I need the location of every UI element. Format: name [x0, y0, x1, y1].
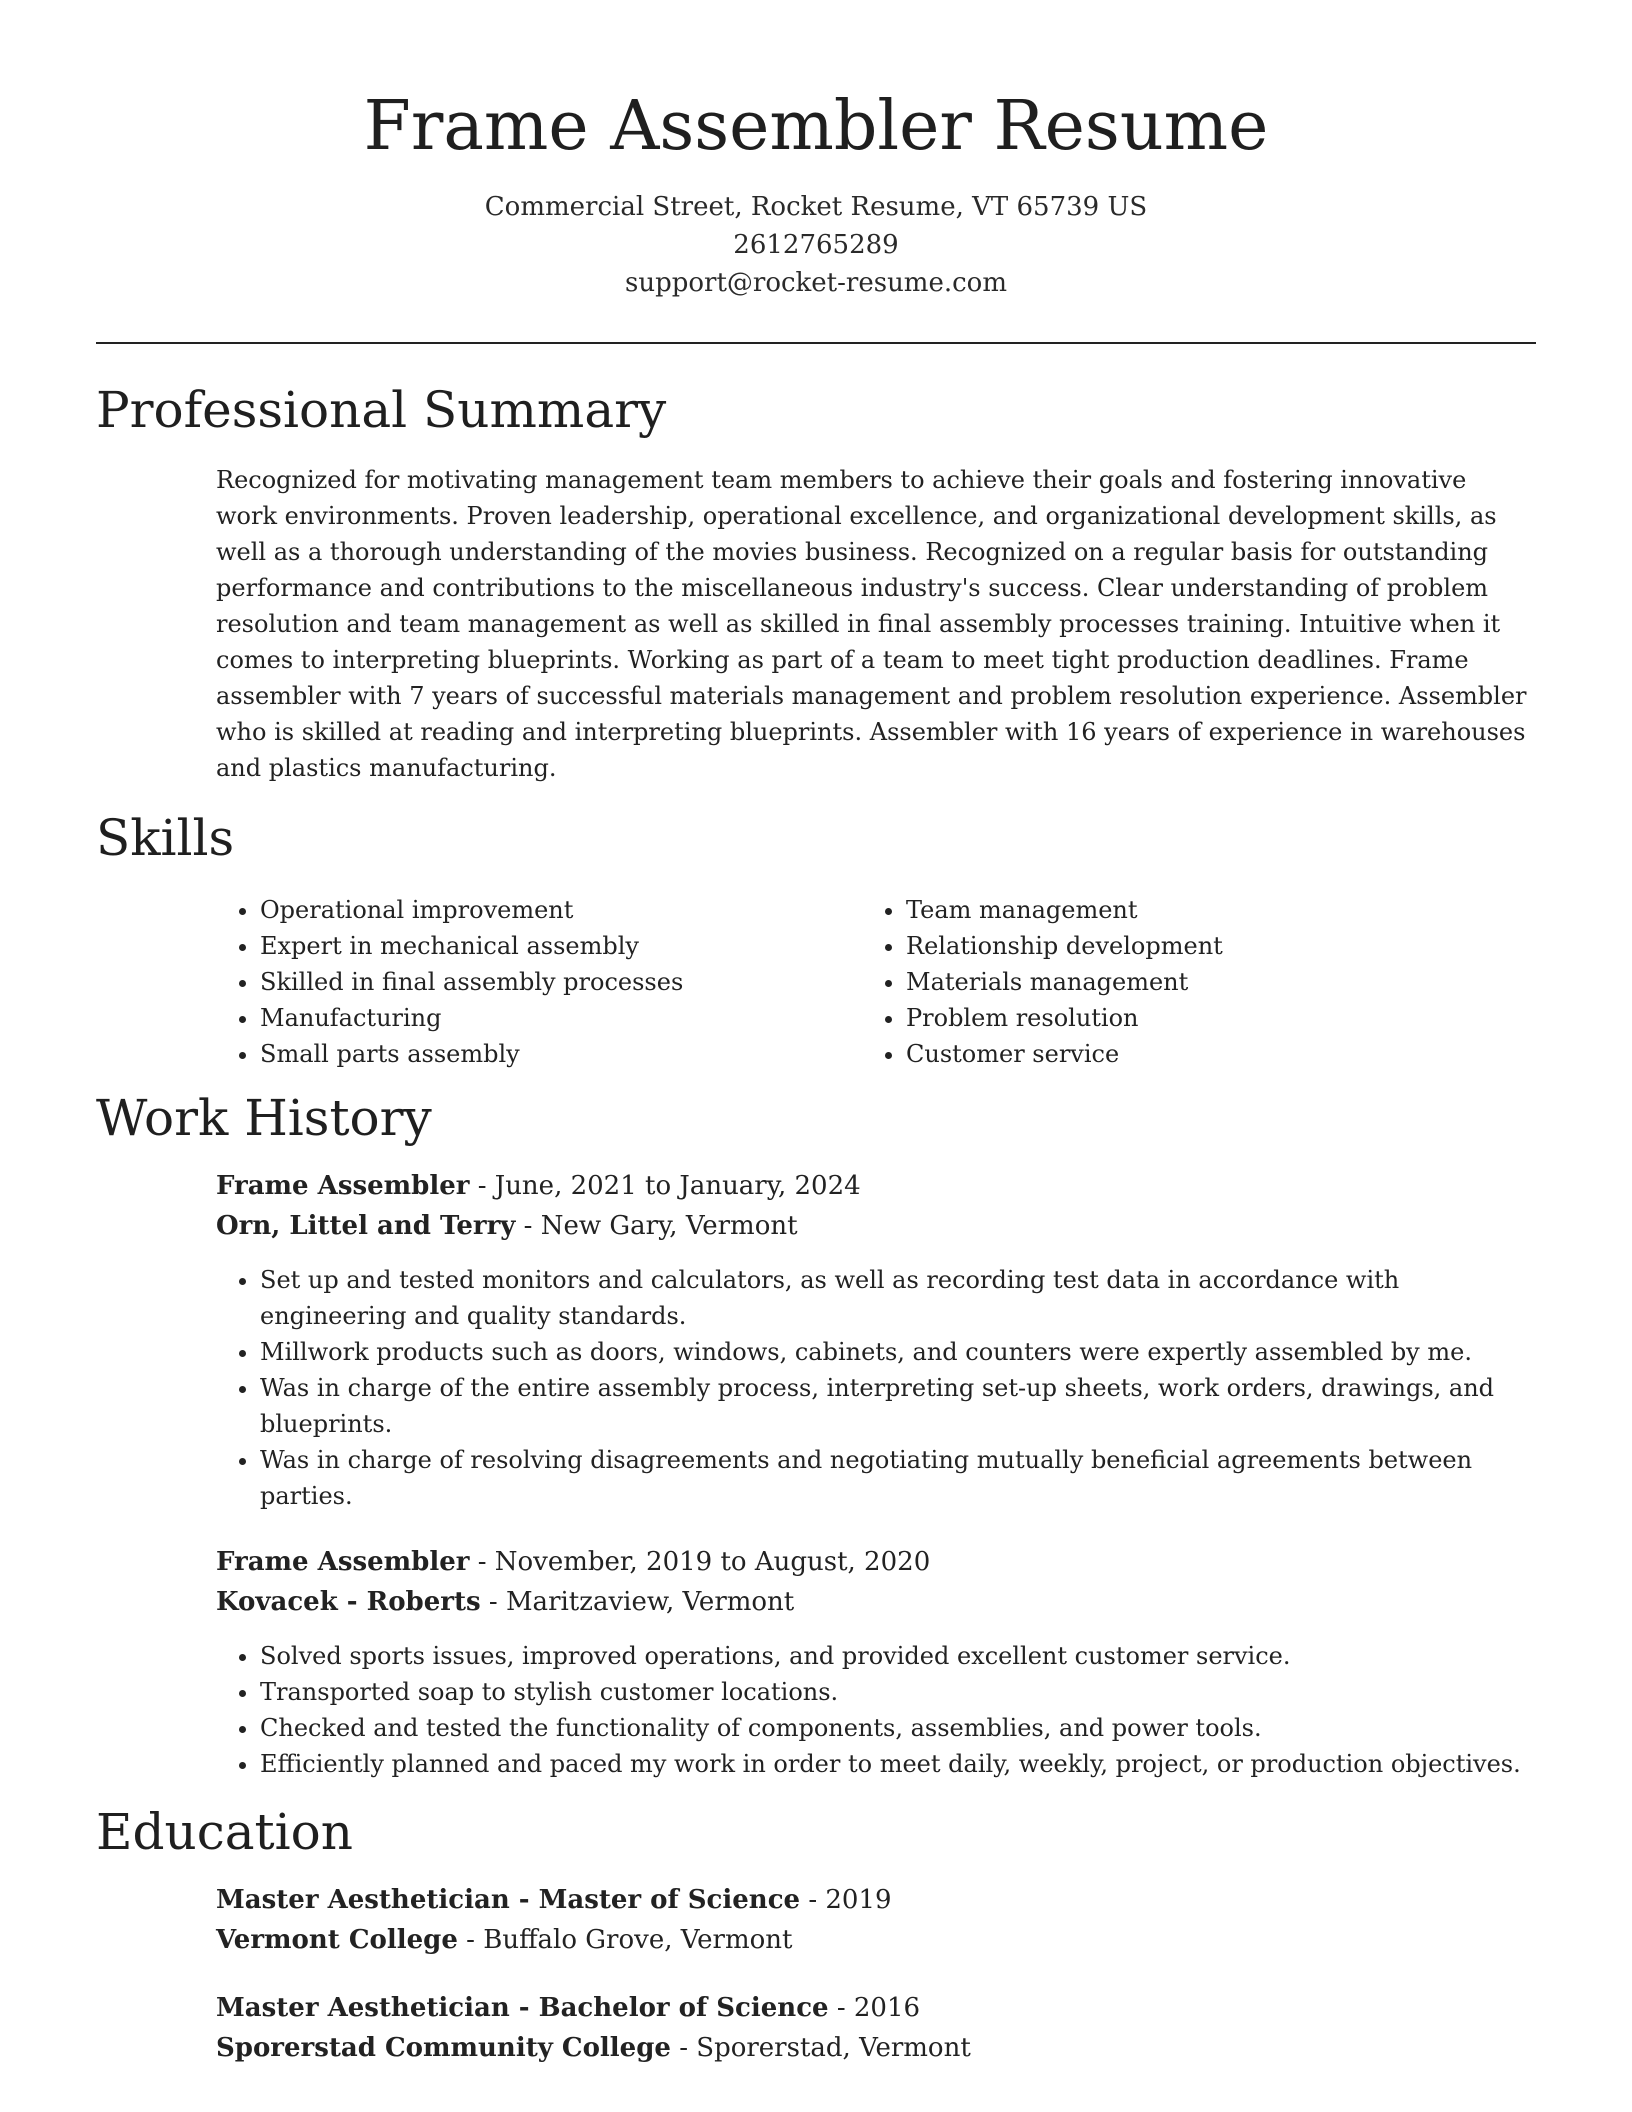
contact-email: support@rocket-resume.com: [624, 268, 1007, 298]
header-divider: [96, 342, 1536, 344]
job-location: - New Gary, Vermont: [515, 1211, 798, 1241]
job-company-line: [216, 1582, 930, 1622]
education-degree-line: [216, 1880, 892, 1920]
job-title-line: [216, 1542, 930, 1582]
job-title-line: [216, 1166, 861, 1206]
education-entry: [216, 1880, 892, 1960]
section-title-summary: Professional Summary: [96, 381, 667, 439]
job-location: - Maritzaview, Vermont: [480, 1587, 795, 1617]
skill-item: • Relationship development: [906, 928, 1462, 964]
education-location: - Sporerstad, Vermont: [670, 2033, 971, 2063]
education-degree-line: [216, 1988, 971, 2028]
job-company: Orn, Littel and Terry: [216, 1211, 516, 1241]
job-bullet: • Transported soap to stylish customer locations.: [260, 1674, 1536, 1710]
job-bullet: • Was in charge of the entire assembly process, interpreting set-up sheets, work orders, drawings, and blueprints.: [260, 1370, 1536, 1442]
education-school: Vermont College: [216, 1925, 458, 1955]
education-entry: [216, 1988, 971, 2068]
section-title-work: Work History: [96, 1089, 432, 1147]
job-header: [216, 1542, 930, 1622]
skill-item: • Customer service: [906, 1036, 1462, 1072]
job-dates: - November, 2019 to August, 2020: [469, 1547, 931, 1577]
page-title: Frame Assembler Resume: [363, 87, 1269, 166]
job-bullet: • Solved sports issues, improved operations, and provided excellent customer service.: [260, 1638, 1536, 1674]
job-company: Kovacek - Roberts: [216, 1587, 481, 1617]
job-title: Frame Assembler: [216, 1547, 470, 1577]
education-year: - 2016: [828, 1993, 921, 2023]
job-bullet: • Efficiently planned and paced my work in order to meet daily, weekly, project, or production objectives.: [260, 1746, 1536, 1782]
job-title: Frame Assembler: [216, 1171, 470, 1201]
contact-phone: 2612765289: [733, 230, 899, 260]
skills-list-right: [862, 892, 1462, 1072]
skill-item: • Team management: [906, 892, 1462, 928]
education-school-line: [216, 2028, 971, 2068]
skills-list-left: [216, 892, 816, 1072]
skill-item: • Expert in mechanical assembly: [260, 928, 816, 964]
skill-item: • Manufacturing: [260, 1000, 816, 1036]
job-bullet: • Was in charge of resolving disagreements and negotiating mutually beneficial agreements between parties.: [260, 1442, 1536, 1514]
skill-item: • Materials management: [906, 964, 1462, 1000]
job-bullet: • Checked and tested the functionality of components, assemblies, and power tools.: [260, 1710, 1536, 1746]
skill-item: • Skilled in final assembly processes: [260, 964, 816, 1000]
skills-column-left: [216, 892, 816, 1072]
education-degree: Master Aesthetician - Master of Science: [216, 1885, 801, 1915]
job-dates: - June, 2021 to January, 2024: [469, 1171, 861, 1201]
summary-text: Recognized for motivating management team members to achieve their goals and fostering innovative work environments. Proven leadership, operational excellence, and organizational development skills, as well as a thorough understanding of the movies business. Recognized on a regular basis for outstanding performance and contributions to the miscellaneous industry's success. Clear understanding of problem resolution and team management as well as skilled in final assembly processes training. Intuitive when it comes to interpreting blueprints. Working as part of a team to meet tight production deadlines. Frame assembler with 7 years of successful materials management and problem resolution experience. Assembler who is skilled at reading and interpreting blueprints. Assembler with 16 years of experience in warehouses and plastics manufacturing.: [216, 466, 1527, 782]
resume-header: [0, 0, 1632, 302]
job-bullets: [216, 1638, 1536, 1782]
contact-address: Commercial Street, Rocket Resume, VT 65739 US: [484, 192, 1148, 222]
job-bullets: [216, 1262, 1536, 1514]
job-company-line: [216, 1206, 861, 1246]
skills-column-right: [862, 892, 1462, 1072]
education-degree: Master Aesthetician - Bachelor of Science: [216, 1993, 829, 2023]
skill-item: • Problem resolution: [906, 1000, 1462, 1036]
education-school-line: [216, 1920, 892, 1960]
education-year: - 2019: [800, 1885, 892, 1915]
skill-item: • Small parts assembly: [260, 1036, 816, 1072]
section-title-education: Education: [96, 1803, 353, 1861]
job-header: [216, 1166, 861, 1246]
job-bullet: • Set up and tested monitors and calculators, as well as recording test data in accordance with engineering and quality standards.: [260, 1262, 1536, 1334]
education-school: Sporerstad Community College: [216, 2033, 671, 2063]
job-bullet: • Millwork products such as doors, windows, cabinets, and counters were expertly assembled by me.: [260, 1334, 1536, 1370]
section-title-skills: Skills: [96, 809, 235, 867]
contact-info: [0, 188, 1632, 302]
skill-item: • Operational improvement: [260, 892, 816, 928]
education-location: - Buffalo Grove, Vermont: [457, 1925, 793, 1955]
